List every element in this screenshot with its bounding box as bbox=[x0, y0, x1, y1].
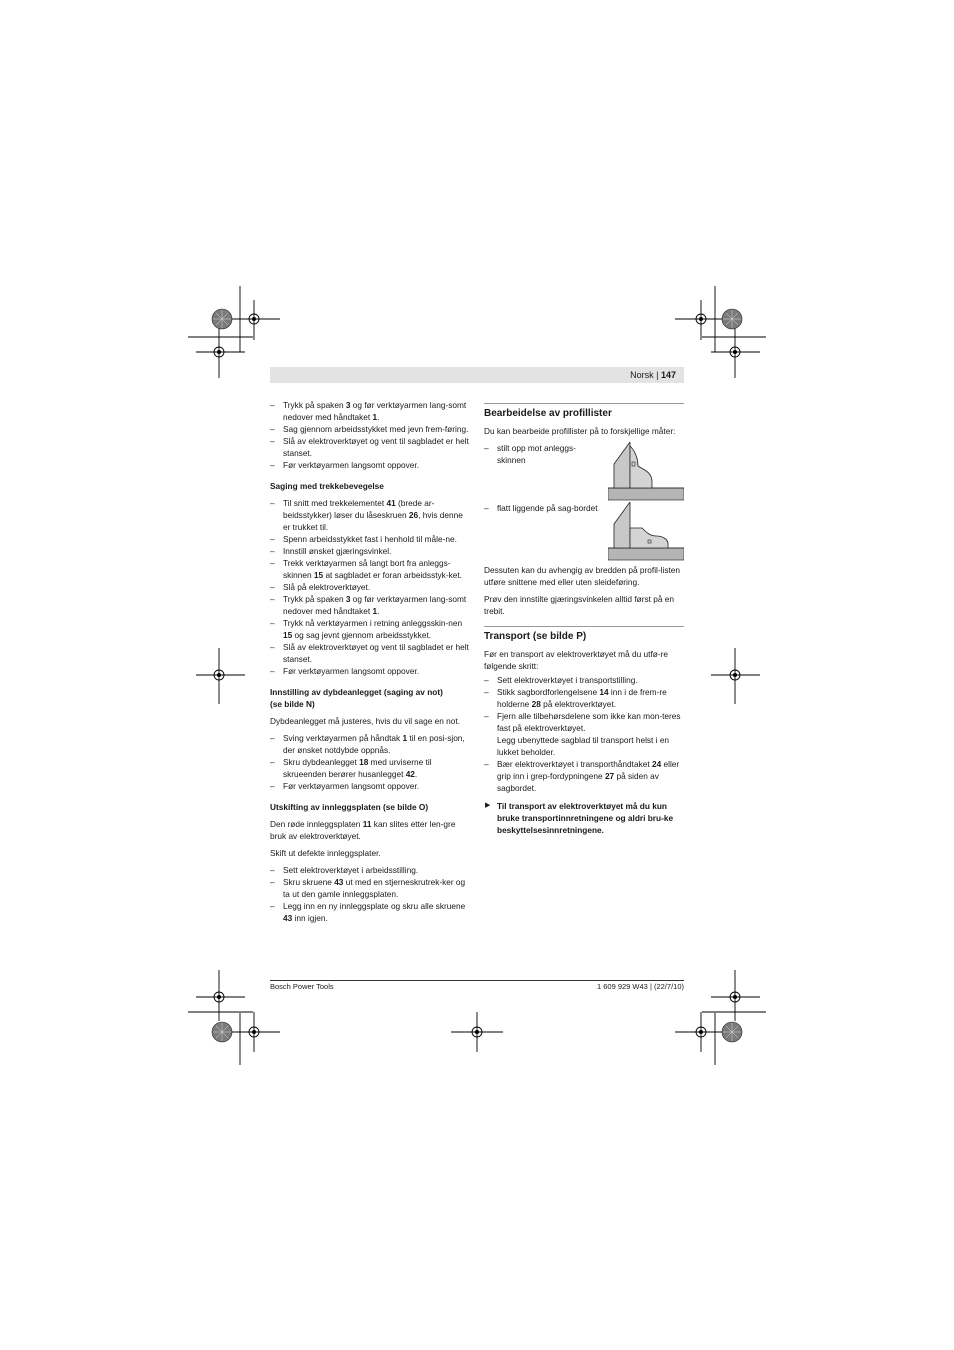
list-dash: – bbox=[484, 759, 489, 769]
profile-option-flat-text bbox=[484, 502, 602, 514]
transport-warning-text: Til transport av elektroverktøyet må du kun bruke transportinnretningene og aldri bru-ke beskyttelsesinnretningene. bbox=[497, 801, 674, 835]
list-item: – Til snitt med trekkelementet 41 (brede ar-beidsstykker) løser du låseskruen 26, hvis denne er trukket til. bbox=[270, 498, 463, 532]
pull-saw-heading: Saging med trekkebevegelse bbox=[270, 481, 384, 491]
profile-option-flat-label: flatt liggende på sag-bordet bbox=[497, 503, 598, 513]
part-number: 1 bbox=[372, 412, 378, 422]
list-item: – Sving verktøyarmen på håndtak 1 til en posi-sjon, der ønsket notdybde oppnås. bbox=[270, 733, 465, 755]
insert-plate-intro: Den røde innleggsplaten 11 kan slites etter len-gre bruk av elektroverktøyet. bbox=[270, 819, 456, 841]
part-number: 43 bbox=[283, 913, 293, 923]
part-number: 1 bbox=[372, 606, 378, 616]
list-item: – Trekk verktøyarmen så langt bort fra anleggs-skinnen 15 at sagbladet er foran arbeidsstyk-ket. bbox=[270, 558, 462, 580]
list-item: – Sag gjennom arbeidsstykket med jevn frem-føring. bbox=[270, 424, 469, 434]
profile-flat-illustration bbox=[608, 502, 684, 562]
list-dash: – bbox=[484, 443, 489, 453]
part-number: 26 bbox=[408, 510, 419, 520]
transport-warning bbox=[484, 800, 684, 836]
depth-stop-intro: Dybdeanlegget må justeres, hvis du vil sage en not. bbox=[270, 716, 461, 726]
list-dash: – bbox=[270, 534, 275, 544]
page-number: 147 bbox=[660, 370, 676, 380]
profile-strips-para2: Prøv den innstilte gjæringsvinkelen alltid først på en trebit. bbox=[484, 594, 674, 616]
list-dash: – bbox=[484, 675, 489, 685]
part-number: 41 bbox=[386, 498, 396, 508]
intro-list bbox=[270, 399, 472, 471]
list-item: – Slå av elektroverktøyet og vent til sagbladet er helt stanset. bbox=[270, 436, 469, 458]
list-item: – Spenn arbeidsstykket fast i henhold til måle-ne. bbox=[270, 534, 457, 544]
list-dash: – bbox=[270, 594, 275, 604]
header-separator: | bbox=[656, 370, 659, 380]
part-number: 15 bbox=[313, 570, 324, 580]
left-column bbox=[270, 399, 472, 924]
profile-strips-intro: Du kan bearbeide profillister på to forskjellige måter: bbox=[484, 426, 676, 436]
profile-option-flat bbox=[484, 502, 684, 564]
list-dash: – bbox=[270, 642, 275, 652]
depth-stop-heading-line2: (se bilde N) bbox=[270, 699, 315, 709]
transport-heading: Transport (se bilde P) bbox=[484, 631, 587, 642]
list-dash: – bbox=[270, 865, 275, 875]
header-language: Norsk bbox=[630, 370, 654, 380]
insert-plate-heading: Utskifting av innleggsplaten (se bilde O) bbox=[270, 802, 429, 812]
profile-vertical-illustration bbox=[608, 442, 684, 502]
insert-plate-list bbox=[270, 864, 472, 924]
list-dash: – bbox=[270, 546, 275, 556]
part-number: 28 bbox=[531, 699, 541, 709]
list-item: – Trykk på spaken 3 og før verktøyarmen lang-somt nedover med håndtaket 1. bbox=[270, 594, 467, 616]
list-item: – Trykk på spaken 3 og før verktøyarmen lang-somt nedover med håndtaket 1. bbox=[270, 400, 467, 422]
depth-stop-heading bbox=[270, 686, 472, 710]
list-dash: – bbox=[484, 711, 489, 721]
part-number: 15 bbox=[283, 630, 293, 640]
insert-plate-intro2: Skift ut defekte innleggsplater. bbox=[270, 848, 381, 858]
footer-document-id: 1 609 929 W43 | (22/7/10) bbox=[596, 982, 684, 991]
list-dash: – bbox=[270, 460, 275, 470]
list-dash: – bbox=[484, 503, 489, 513]
list-item: – Skru dybdeanlegget 18 med urviserne til skrueenden berører husanlegget 42. bbox=[270, 757, 432, 779]
list-item: – Sett elektroverktøyet i transportstilling. bbox=[484, 675, 638, 685]
list-item: – Innstill ønsket gjæringsvinkel. bbox=[270, 546, 392, 556]
profile-strips-para1: Dessuten kan du avhengig av bredden på profil-listen utføre snittene med eller uten sleideføring. bbox=[484, 565, 681, 587]
list-dash: – bbox=[270, 901, 275, 911]
part-number: 42 bbox=[405, 769, 415, 779]
section-divider bbox=[484, 626, 684, 627]
transport-intro: Før en transport av elektroverktøyet må du utfø-re følgende skritt: bbox=[484, 649, 668, 671]
part-number: 1 bbox=[402, 733, 408, 743]
section-divider bbox=[484, 403, 684, 404]
list-dash: – bbox=[270, 424, 275, 434]
page-header bbox=[270, 367, 684, 383]
list-item: – Før verktøyarmen langsomt oppover. bbox=[270, 781, 420, 791]
list-item: – Slå av elektroverktøyet og vent til sagbladet er helt stanset. bbox=[270, 642, 469, 664]
part-number: 24 bbox=[651, 759, 662, 769]
list-item: – Før verktøyarmen langsomt oppover. bbox=[270, 460, 420, 470]
part-number: 27 bbox=[604, 771, 615, 781]
list-dash: – bbox=[484, 687, 489, 697]
list-item: – Fjern alle tilbehørsdelene som ikke kan mon-teres fast på elektroverktøyet. Legg ubenyttede sagblad til transport helst i en lukket beholder. bbox=[484, 711, 681, 757]
list-item: – Bær elektroverktøyet i transporthåndtaket 24 eller grip inn i grep-fordypningene 27 på siden av sagbordet. bbox=[484, 759, 680, 793]
list-item: – Legg inn en ny innleggsplate og skru alle skruene 43 inn igjen. bbox=[270, 901, 466, 923]
list-dash: – bbox=[270, 757, 275, 767]
list-dash: – bbox=[270, 877, 275, 887]
list-item: – Før verktøyarmen langsomt oppover. bbox=[270, 666, 420, 676]
list-item: – Stikk sagbordforlengelsene 14 inn i de frem-re holderne 28 på elektroverktøyet. bbox=[484, 687, 667, 709]
list-dash: – bbox=[270, 558, 275, 568]
list-item: – Skru skruene 43 ut med en stjerneskrutrek-ker og ta ut den gamle innleggsplaten. bbox=[270, 877, 466, 899]
footer-publisher: Bosch Power Tools bbox=[270, 982, 334, 991]
footer-rule bbox=[270, 980, 684, 981]
part-number: 11 bbox=[362, 819, 372, 829]
depth-stop-heading-line1: Innstilling av dybdeanlegget (saging av not) bbox=[270, 687, 443, 697]
list-item: – Sett elektroverktøyet i arbeidsstilling. bbox=[270, 865, 419, 875]
header-text bbox=[630, 369, 676, 381]
pull-saw-list bbox=[270, 497, 472, 677]
list-item: – Trykk nå verktøyarmen i retning anleggsskin-nen 15 og sag jevnt gjennom arbeidsstykket. bbox=[270, 618, 463, 640]
profile-option-vertical-text bbox=[484, 442, 602, 466]
list-dash: – bbox=[270, 781, 275, 791]
list-dash: – bbox=[270, 498, 275, 508]
list-dash: – bbox=[270, 582, 275, 592]
profile-option-vertical bbox=[484, 442, 684, 502]
list-dash: – bbox=[270, 666, 275, 676]
profile-strips-heading: Bearbeidelse av profillister bbox=[484, 408, 612, 419]
depth-stop-list bbox=[270, 732, 472, 792]
list-dash: – bbox=[270, 400, 275, 410]
transport-list bbox=[484, 674, 684, 794]
part-number: 18 bbox=[359, 757, 369, 767]
right-column bbox=[484, 403, 684, 836]
list-dash: – bbox=[270, 618, 275, 628]
list-dash: – bbox=[270, 733, 275, 743]
profile-option-vertical-label: stilt opp mot anleggs-skinnen bbox=[497, 443, 576, 465]
part-number: 3 bbox=[345, 400, 351, 410]
part-number: 3 bbox=[345, 594, 351, 604]
list-item: – Slå på elektroverktøyet. bbox=[270, 582, 371, 592]
warning-arrow-icon: ▶ bbox=[485, 802, 491, 809]
part-number: 14 bbox=[599, 687, 609, 697]
part-number: 43 bbox=[334, 877, 344, 887]
list-dash: – bbox=[270, 436, 275, 446]
